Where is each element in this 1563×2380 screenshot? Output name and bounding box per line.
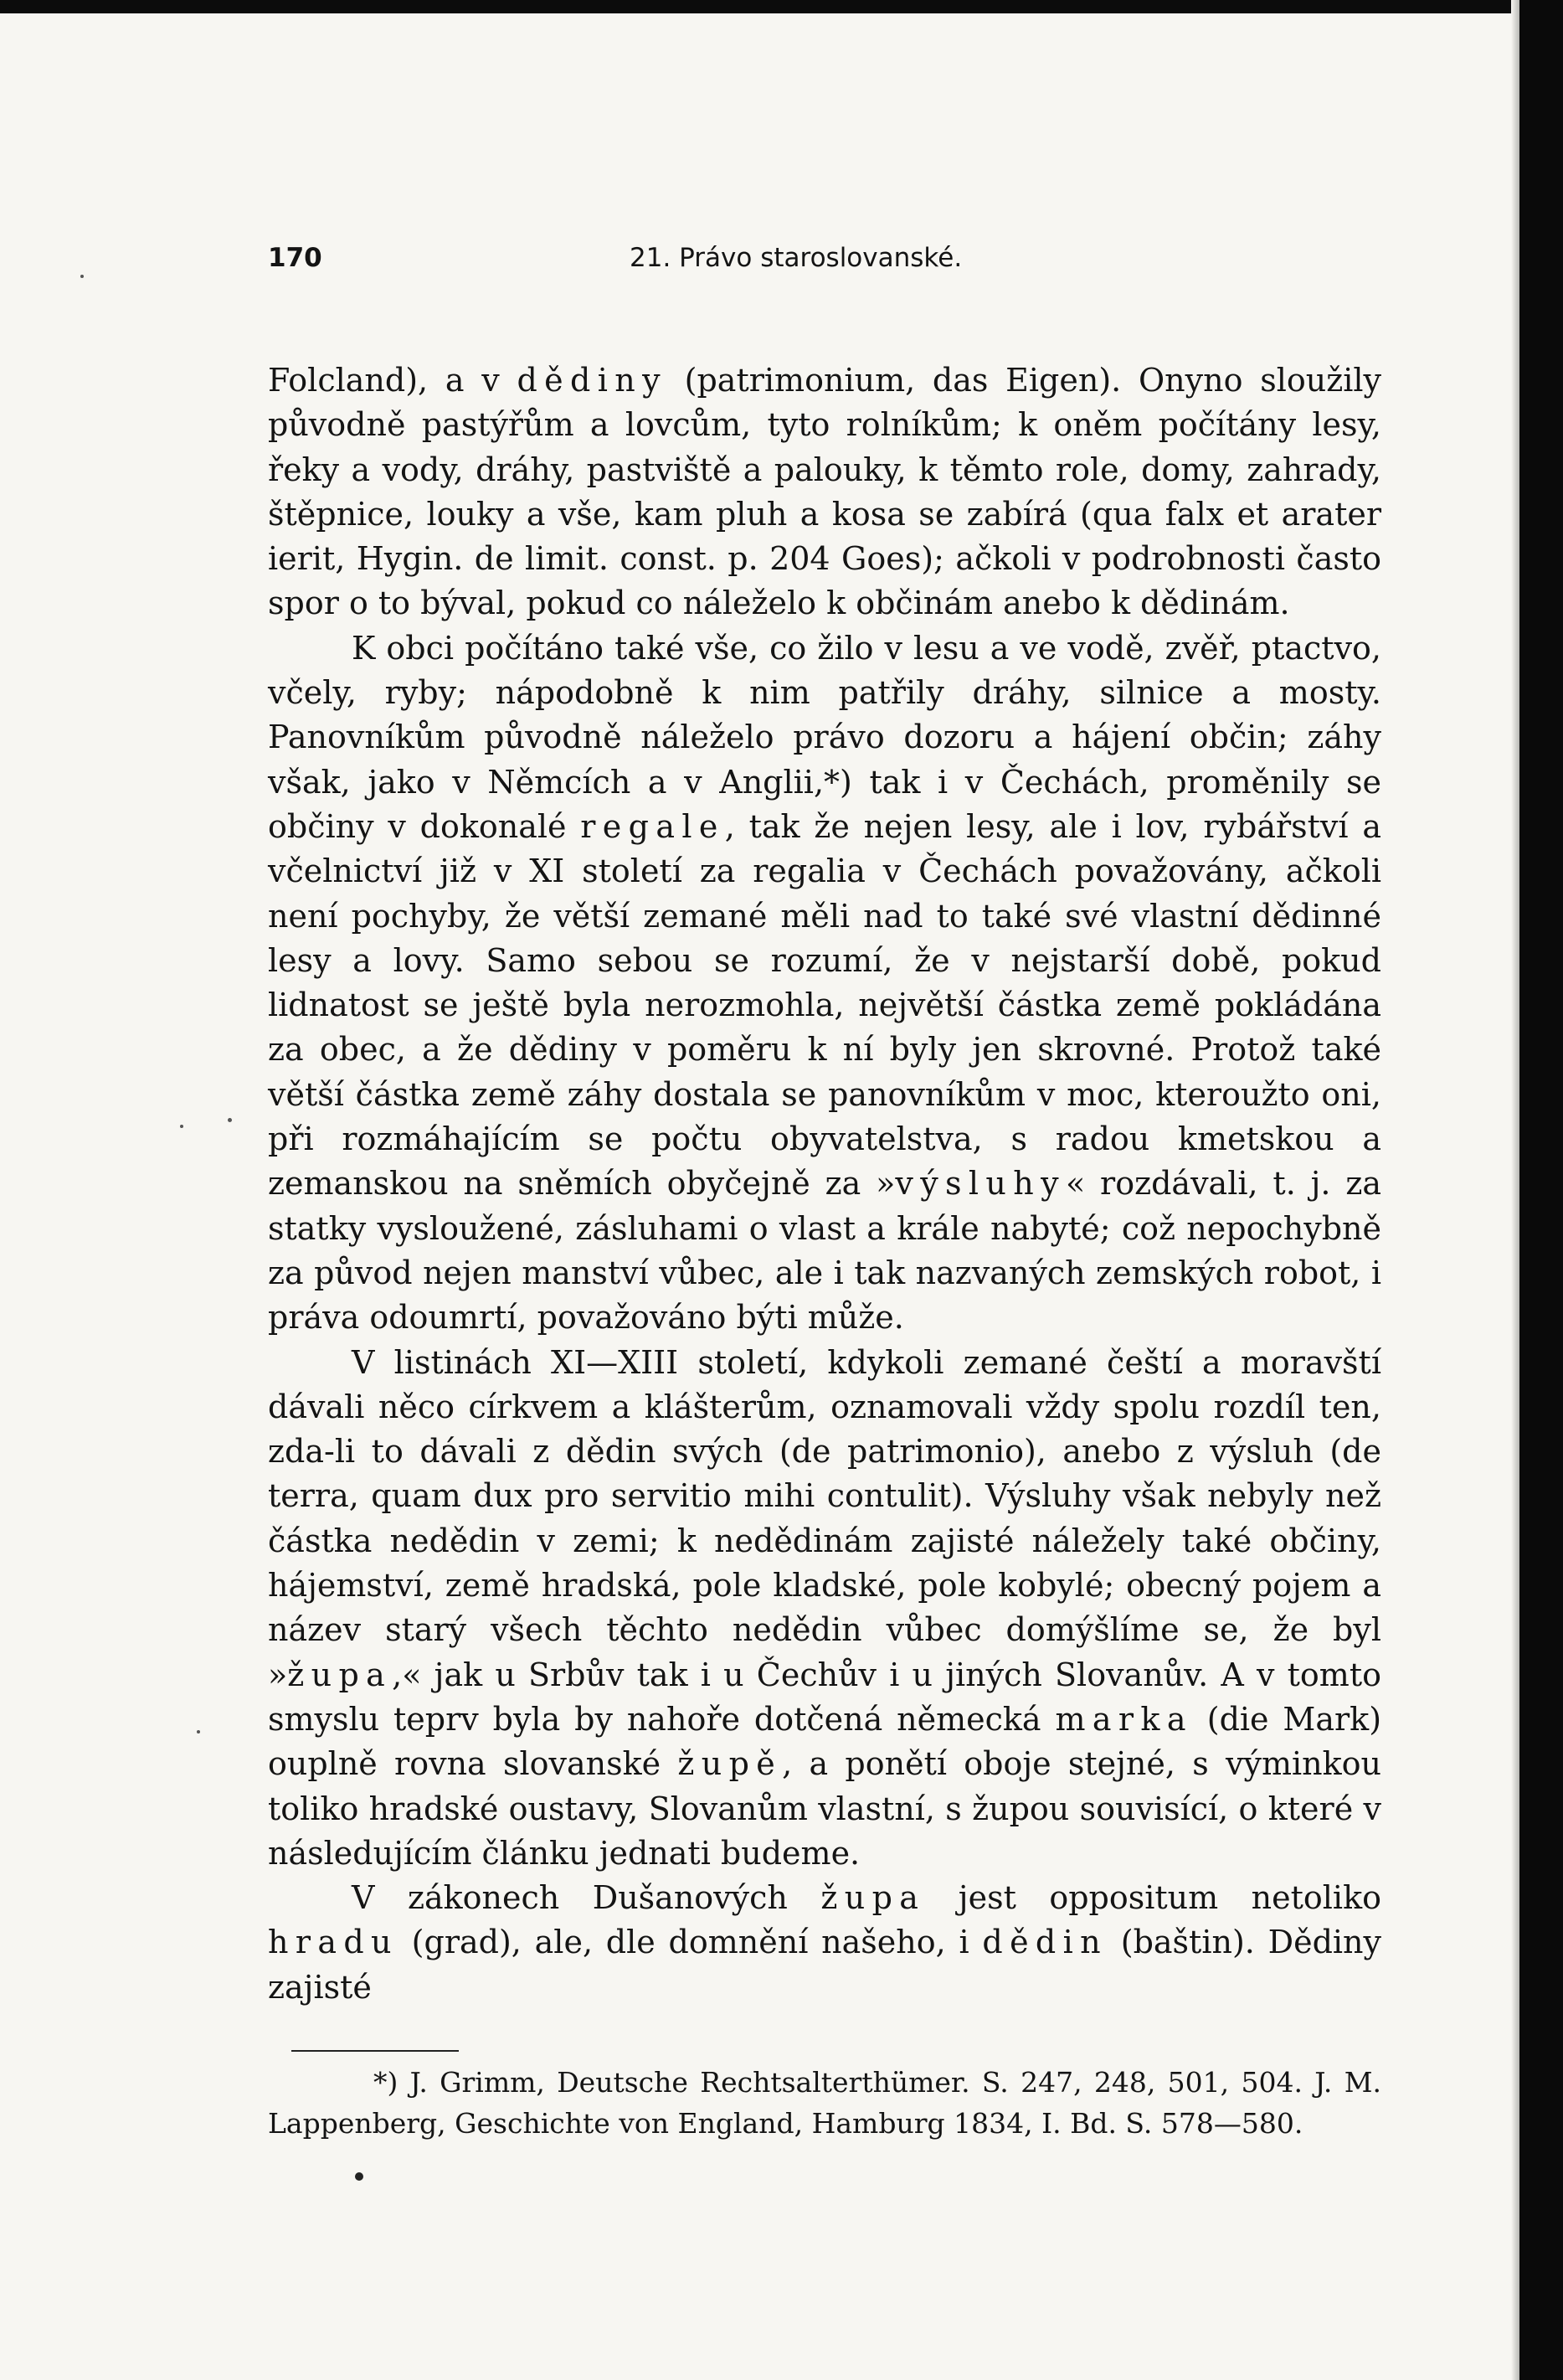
scan-speck [228, 1118, 232, 1122]
spaced-emphasis: župě [677, 1745, 783, 1783]
text-run: (die Mark) ouplně rovna slovanské [268, 1700, 1382, 1783]
text-run: K obci počítáno také vše, co žilo v lesu a ve vodě, zvěř, ptactvo, včely, ryby; nápodobně k nim patřily dráhy, silnice a mosty. Panovníkům původně náleželo právo dozoru a hájení občin; záhy však, jako v Němcích a v Anglii,*) tak i v Čechách, proměnily se občiny v dokonalé [268, 629, 1381, 845]
chapter-title: 21. Právo staroslovanské. [630, 243, 963, 273]
text-run: (grad), ale, dle domnění našeho, i [398, 1924, 983, 1961]
spaced-emphasis: župa [287, 1656, 393, 1693]
scan-speck [197, 1730, 200, 1733]
spaced-emphasis: hradu [268, 1924, 398, 1961]
text-run: ,« jak u Srbův tak i u Čechův i u jiných Slovanův. A v tomto smyslu teprv byla by nahoře dotčená německá [268, 1656, 1381, 1738]
paragraph [268, 1876, 1381, 2010]
paragraph [268, 1341, 1381, 1877]
spaced-emphasis: regale [580, 807, 725, 845]
text-run: , a ponětí oboje stejné, s výminkou toliko hradské oustavy, Slovanům vlastní, s župou souvisící, o které v následujícím článku jednati budeme. [268, 1745, 1381, 1872]
text-run: « rozdávali, t. j. za statky vysloužené, zásluhami o vlast a krále nabyté; což nepochybně za původ nejen manství vůbec, ale i tak nazvaných zemských robot, i práva odoumrtí, považováno býti může. [268, 1165, 1381, 1337]
scan-speck [355, 2172, 363, 2181]
page-number: 170 [268, 243, 322, 273]
spaced-emphasis: marka [1055, 1700, 1193, 1738]
paragraph [268, 358, 1381, 626]
running-head [268, 243, 1381, 285]
spaced-emphasis: výsluhy [895, 1165, 1066, 1203]
scan-right-border [1519, 0, 1563, 2380]
footnote: *) J. Grimm, Deutsche Rechtsalterthümer. S. 247, 248, 501, 504. J. M. Lappenberg, Geschichte von England, Hamburg 1834, I. Bd. S. 578—580. [268, 2065, 1381, 2140]
spaced-emphasis: župa [820, 1879, 926, 1917]
scan-edge-shadow [1511, 0, 1519, 2380]
text-run: , tak že nejen lesy, ale i lov, rybářství a včelnictví již v XI století za regalia v Čechách považovány, ačkoli není pochyby, že větší zemané měli nad to také své vlastní dědinné lesy a lovy. Samo sebou se rozumí, že v nejstarší době, pokud lidnatost se ještě byla nerozmohla, největší částka země pokládána za obec, a že dědiny v poměru k ní byly jen skrovné. Protož také větší částka země záhy dostala se panovníkům v moc, kteroužto oni, při rozmáhajícím se počtu obyvatelstva, s radou kmetskou a zemanskou na sněmích obyčejně za » [268, 807, 1381, 1203]
text-run: V listinách XI—XIII století, kdykoli zemané čeští a moravští dávali něco církvem a klášterům, oznamovali vždy spolu rozdíl ten, zda-li to dávali z dědin svých (de patrimonio), anebo z výsluh (de terra, quam dux pro servitio mihi contulit). Výsluhy však nebyly než částka nedědin v zemi; k nedědinám zajisté náležely také občiny, hájemství, země hradská, pole kladské, pole kobylé; obecný pojem a název starý všech těchto nedědin vůbec domýšlíme se, že byl » [268, 1343, 1381, 1693]
scan-speck [180, 1125, 183, 1128]
body-text [268, 358, 1381, 2010]
spaced-emphasis: dědiny [517, 362, 667, 399]
footnote-rule [291, 2050, 459, 2052]
spaced-emphasis: dědin [982, 1924, 1108, 1961]
text-run: V zákonech Dušanových [352, 1879, 821, 1917]
scan-top-border [0, 0, 1563, 13]
text-run: (patrimonium, das Eigen). Onyno sloužily původně pastýřům a lovcům, tyto rolníkům; k oněm počítány lesy, řeky a vody, dráhy, pastviště a palouky, k těmto role, domy, zahrady, štěpnice, louky a vše, kam pluh a kosa se zabírá (qua falx et arater ierit, Hygin. de limit. const. p. 204 Goes); ačkoli v podrobnosti často spor o to býval, pokud co náleželo k občinám anebo k dědinám. [268, 362, 1381, 622]
text-run: jest oppositum netoliko [925, 1879, 1381, 1917]
text-run: Folcland), a v [268, 362, 517, 399]
text-run: (baštin). Dědiny zajisté [268, 1924, 1381, 2006]
scan-speck [80, 275, 84, 278]
paragraph [268, 626, 1381, 1341]
book-page [268, 243, 1381, 2144]
